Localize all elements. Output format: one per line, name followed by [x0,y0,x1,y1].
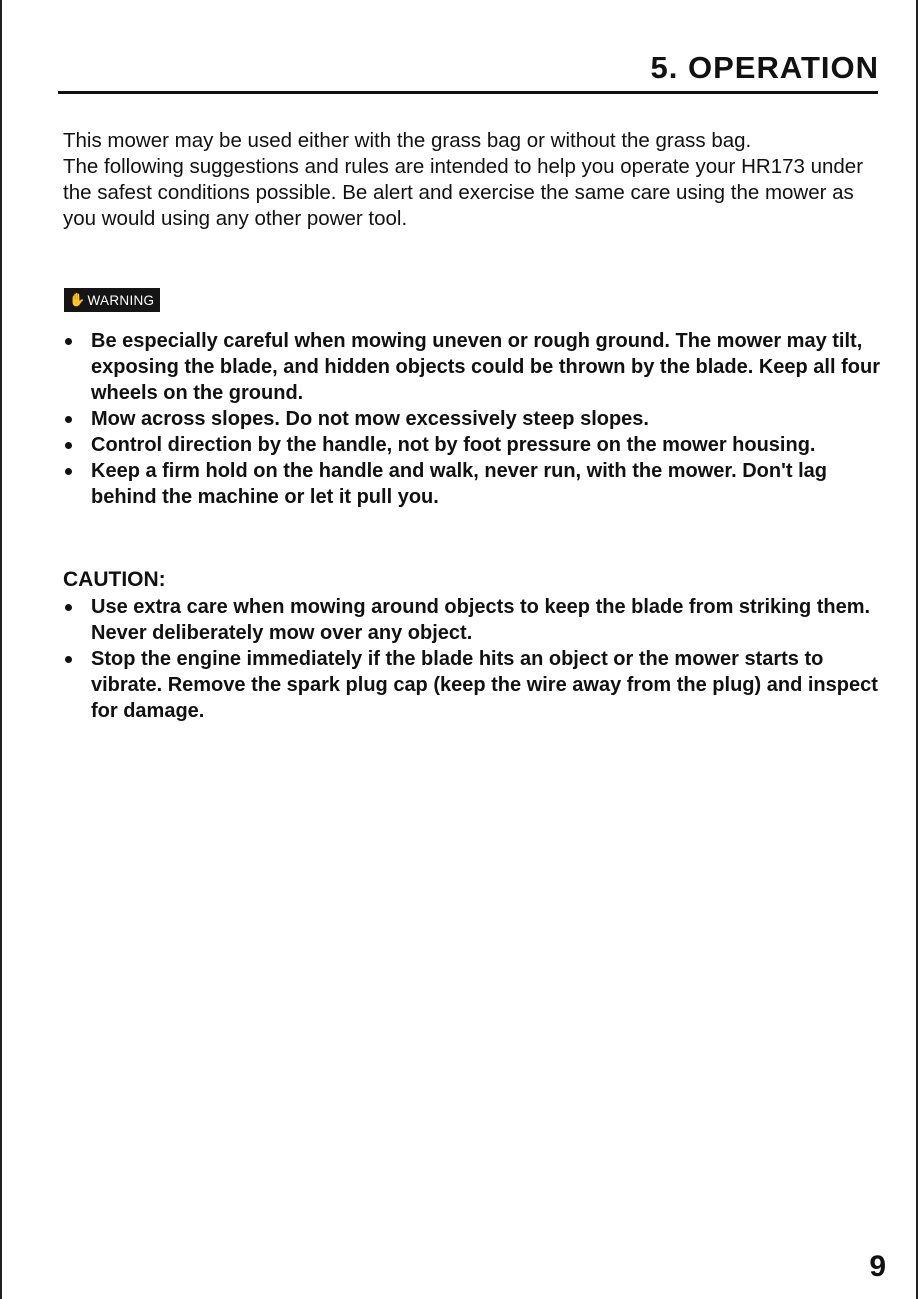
warning-item-text: Keep a firm hold on the handle and walk, never run, with the mower. Don't lag behind the machine or let it pull you. [91,460,827,508]
warning-item-text: Control direction by the handle, not by foot pressure on the mower housing. [91,434,816,456]
bullet-icon [65,468,72,475]
warning-item-text: Mow across slopes. Do not mow excessively steep slopes. [91,408,649,430]
intro-paragraph-2: The following suggestions and rules are intended to help you operate your HR173 under the safest conditions possible. Be alert and exercise the same care using the mower as you would using any other power tool. [63,155,864,230]
caution-item [64,594,882,646]
caution-item [64,646,882,724]
page-edge-right [916,0,918,1299]
caution-item-text: Stop the engine immediately if the blade hits an object or the mower starts to vibrate. Remove the spark plug cap (keep the wire away from the plug) and inspect for damage. [91,648,878,722]
title-divider [58,91,878,94]
caution-list [64,594,882,724]
warning-label: WARNING [87,292,155,308]
bullet-icon [65,416,72,423]
section-title: 5. OPERATION [650,50,879,85]
bullet-icon [65,338,72,345]
intro-paragraph-1: This mower may be used either with the grass bag or without the grass bag. [63,129,752,152]
warning-item [64,328,882,406]
bullet-icon [65,604,72,611]
warning-badge [64,288,160,312]
warning-item [64,432,882,458]
page-edge-left [0,0,2,1299]
intro-text [63,128,881,232]
warning-item [64,406,882,432]
page-number: 9 [869,1250,886,1283]
warning-list [64,328,882,510]
warning-item [64,458,882,510]
warning-item-text: Be especially careful when mowing uneven or rough ground. The mower may tilt, exposing the blade, and hidden objects could be thrown by the blade. Keep all four wheels on the ground. [91,330,880,404]
caution-title: CAUTION: [63,568,166,591]
caution-item-text: Use extra care when mowing around objects to keep the blade from striking them. Never deliberately mow over any object. [91,596,871,644]
bullet-icon [65,656,72,663]
bullet-icon [65,442,72,449]
warning-hand-icon: ✋ [69,292,86,307]
